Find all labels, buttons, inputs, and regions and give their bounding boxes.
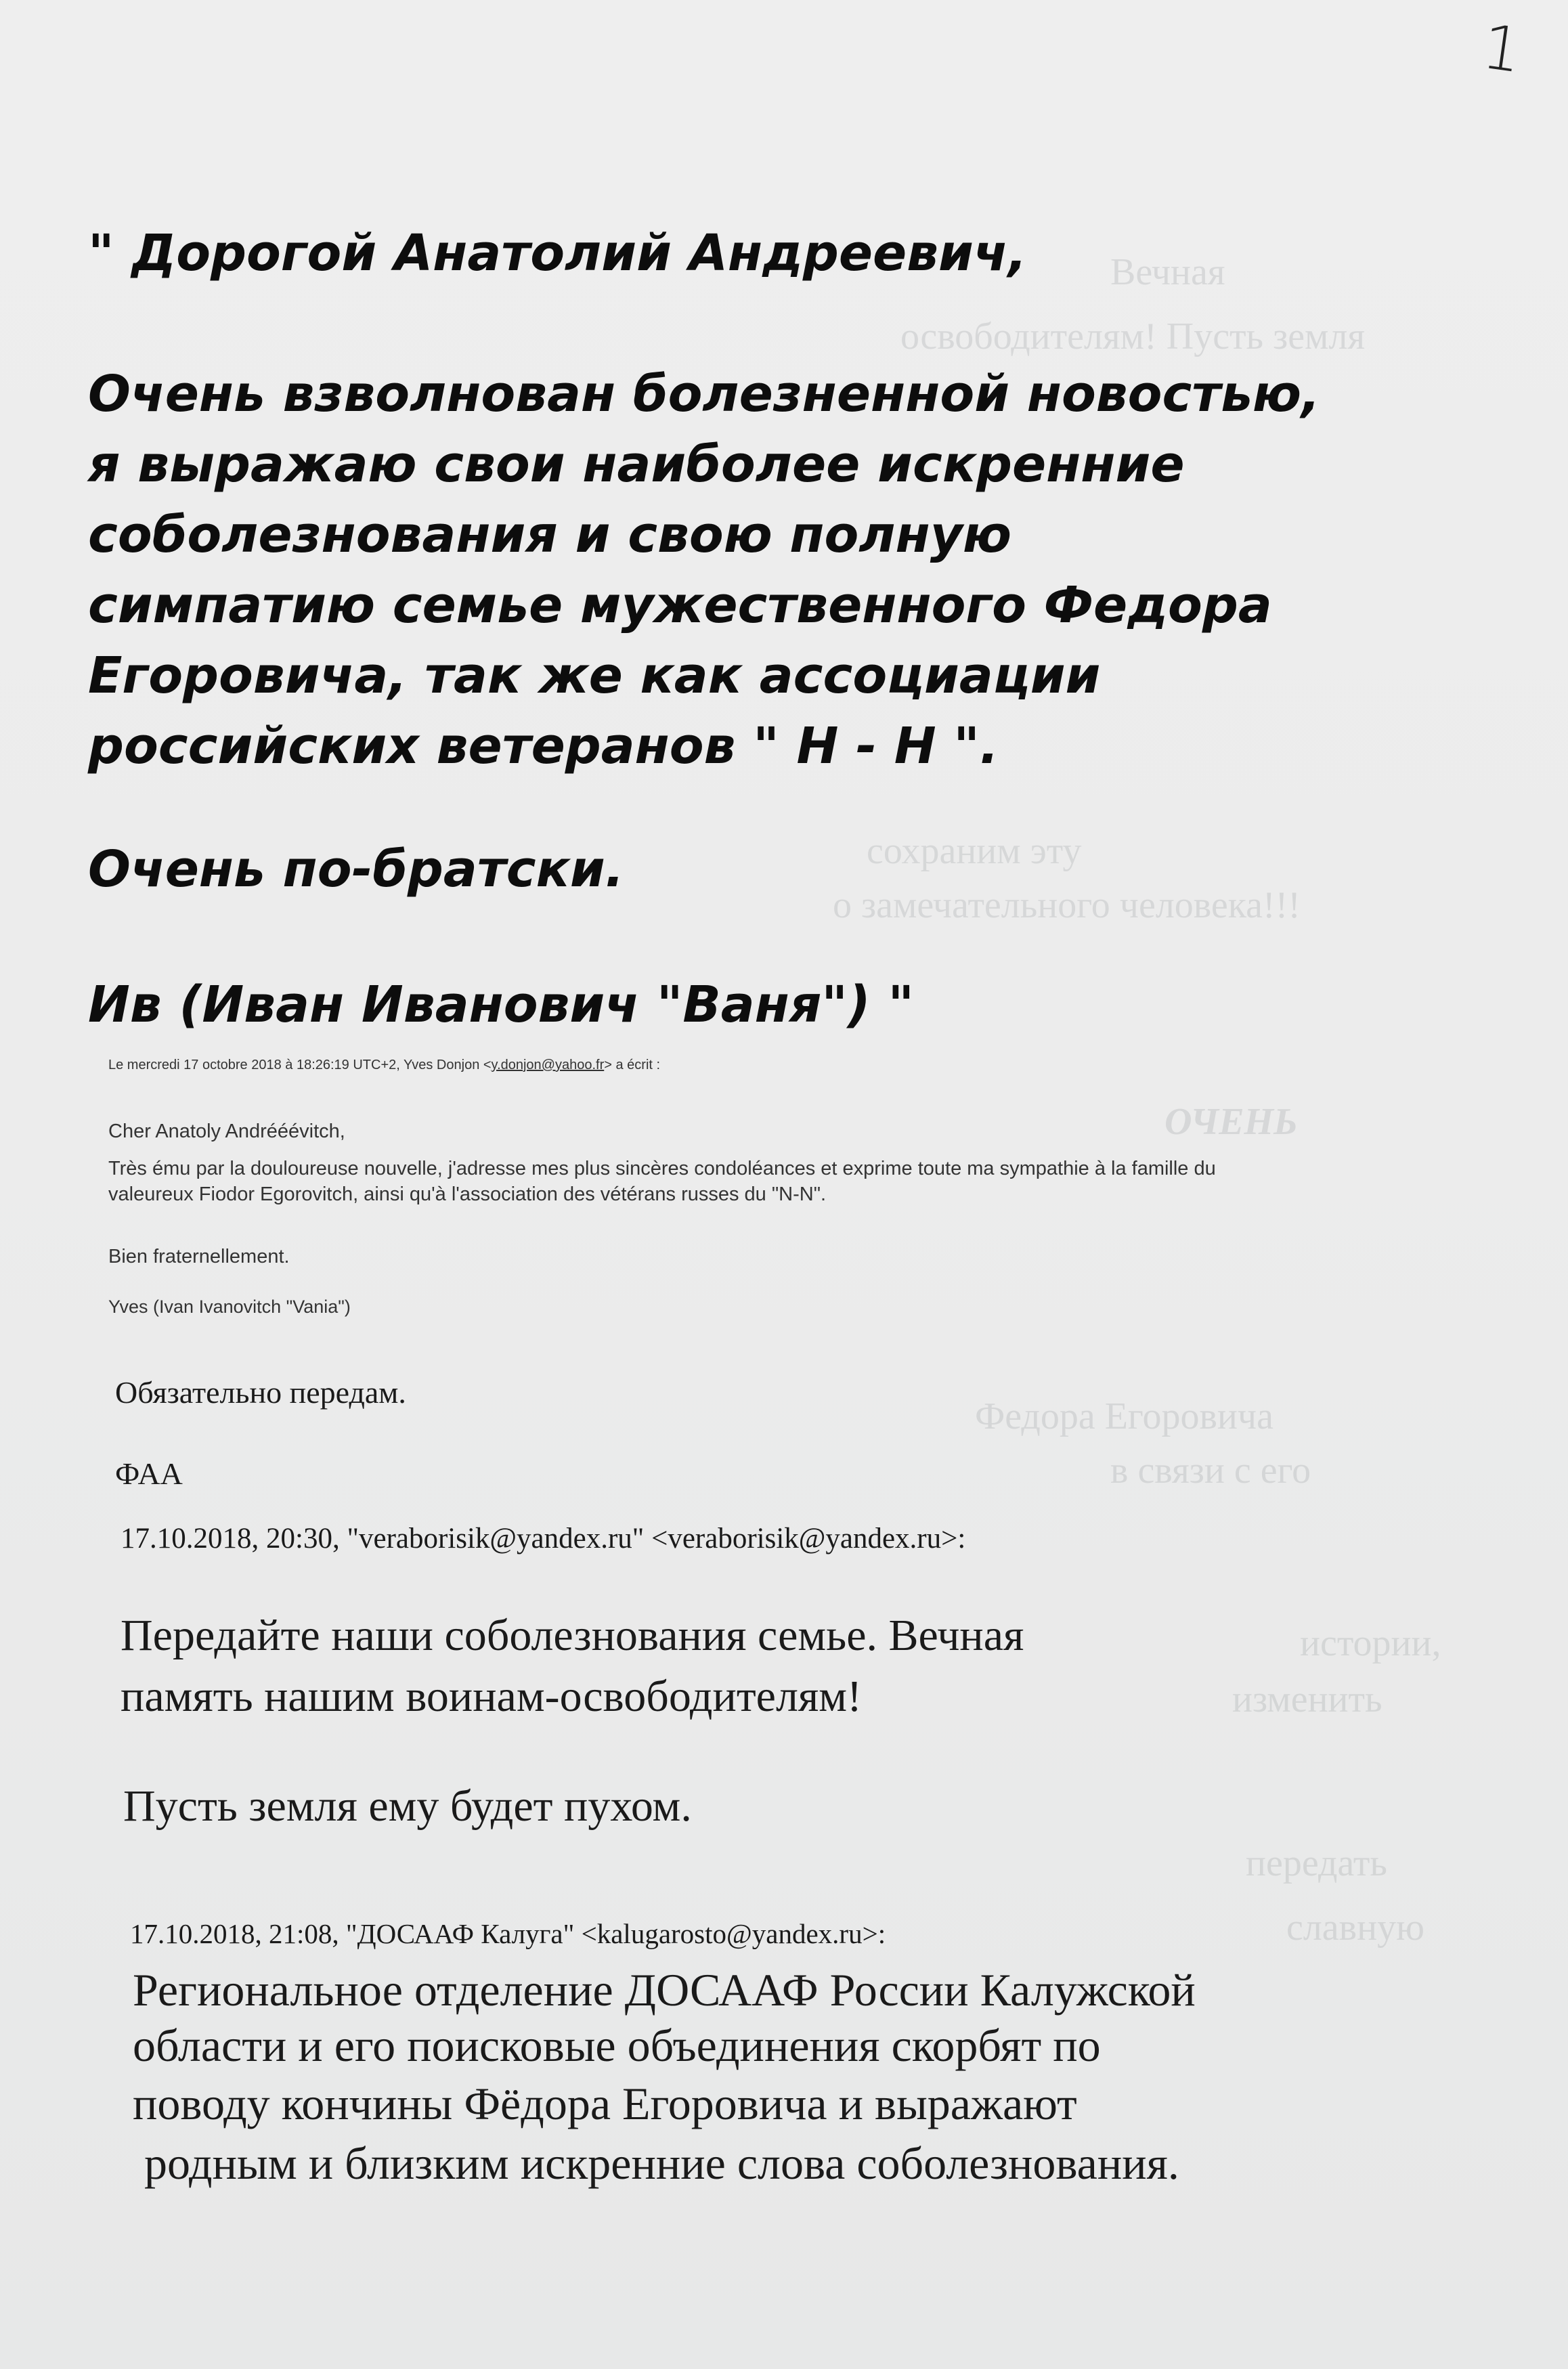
letter-body-line: соболезнования и свою полную: [88, 506, 1011, 564]
page-number: 1: [1477, 11, 1527, 87]
bleed-through-text: сохраним эту: [867, 830, 1082, 872]
email-body-line: valeureux Fiodor Egorovitch, ainsi qu'à l'association des vétérans russes du "N-N".: [108, 1183, 827, 1205]
email-address-link[interactable]: y.donjon@yahoo.fr: [491, 1058, 605, 1072]
email-body-line: Très ému par la douloureuse nouvelle, j'adresse mes plus sincères condoléances et exprime toute ma sympathie à la famille du: [108, 1158, 1216, 1179]
reply-dosaaf-line: поводу кончины Фёдора Егоровича и выражают: [133, 2078, 1077, 2129]
bleed-through-text: в связи с его: [1110, 1450, 1311, 1492]
letter-signature: Ив (Иван Иванович "Ваня") ": [88, 976, 915, 1034]
bleed-through-text: славную: [1286, 1907, 1424, 1949]
reply-vera-header: 17.10.2018, 20:30, "veraborisik@yandex.ru" <veraborisik@yandex.ru>:: [121, 1523, 966, 1555]
email-closing: Bien fraternellement.: [108, 1246, 290, 1267]
reply-vera-line: Пусть земля ему будет пухом.: [123, 1781, 692, 1831]
reply-dosaaf-line: родным и близким искренние слова соболезнования.: [133, 2137, 1179, 2189]
letter-greeting: " Дорогой Анатолий Андреевич,: [88, 224, 1027, 282]
bleed-through-text: освободителям! Пусть земля: [900, 316, 1366, 357]
reply-vera-line: Передайте наши соболезнования семье. Вечная: [121, 1611, 1024, 1660]
letter-body-line: Очень взволнован болезненной новостью,: [88, 365, 1321, 423]
letter-body: [88, 359, 1320, 781]
email-header: [108, 1058, 660, 1073]
bleed-through-text: ОЧЕНЬ: [1164, 1101, 1298, 1143]
bleed-through-text: Федора Егоровича: [975, 1395, 1273, 1437]
letter-closing: Очень по-братски.: [88, 840, 624, 898]
reply-dosaaf-header: 17.10.2018, 21:08, "ДОСААФ Калуга" <kalugarosto@yandex.ru>:: [130, 1918, 886, 1949]
email-salutation: Cher Anatoly Andrééévitch,: [108, 1121, 345, 1142]
bleed-through-text: о замечательного человека!!!: [833, 884, 1301, 926]
letter-body-line: российских ветеранов " Н - Н ".: [88, 717, 999, 775]
bleed-through-text: передать: [1246, 1842, 1387, 1884]
letter-body-line: симпатию семье мужественного Федора: [88, 576, 1272, 634]
letter-body-line: я выражаю свои наиболее искренние: [88, 435, 1185, 494]
reply-dosaaf-line: Региональное отделение ДОСААФ России Калужской: [133, 1964, 1196, 2016]
reply-dosaaf-line: области и его поисковые объединения скорбят по: [133, 2020, 1101, 2071]
reply-vera-line: память нашим воинам-освободителям!: [121, 1672, 862, 1721]
reply-faa-line: Обязательно передам.: [115, 1375, 406, 1410]
bleed-through-text: истории,: [1300, 1622, 1441, 1664]
email-header-prefix: Le mercredi 17 octobre 2018 à 18:26:19 UTC+2, Yves Donjon <: [108, 1058, 492, 1072]
bleed-through-text: изменить: [1232, 1678, 1382, 1720]
letter-body-line: Егоровича, так же как ассоциации: [88, 647, 1101, 705]
bleed-through-text: Вечная: [1110, 251, 1225, 293]
email-header-suffix: > a écrit :: [604, 1058, 661, 1072]
email-signature: Yves (Ivan Ivanovitch "Vania"): [108, 1297, 351, 1317]
reply-faa-signature: ФАА: [115, 1456, 183, 1491]
